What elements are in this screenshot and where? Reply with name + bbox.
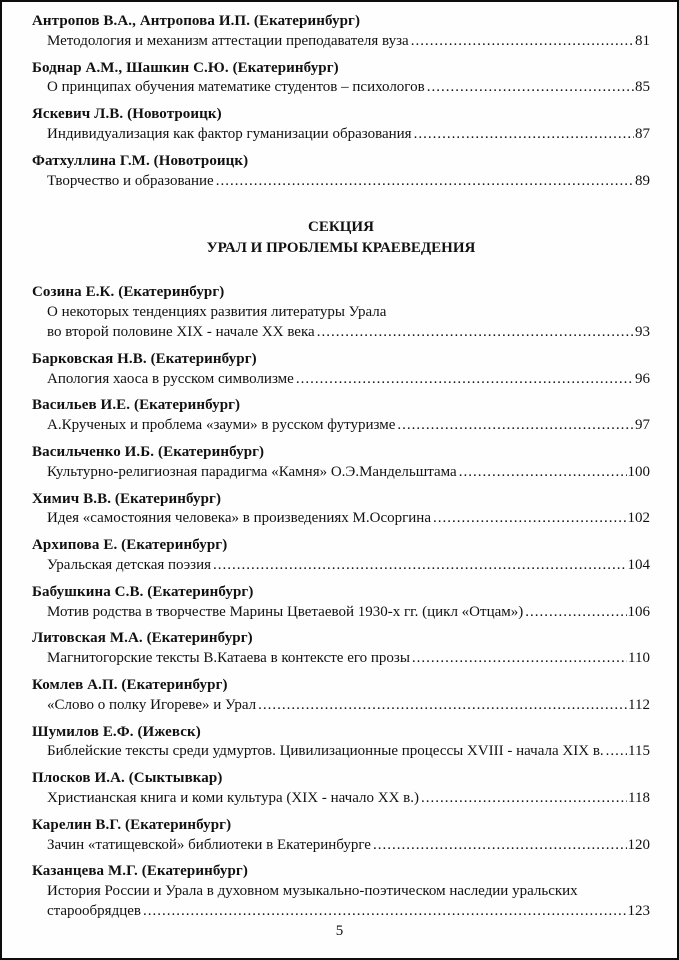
section-heading-line1: СЕКЦИЯ <box>308 219 374 236</box>
dotted-leader <box>397 416 634 436</box>
toc-entry-title-text: старообрядцев <box>47 902 141 919</box>
toc-entry-page-number: 106 <box>627 603 650 620</box>
toc-entry-title-text: Уральская детская поэзия <box>47 556 211 573</box>
toc-entry-title-line <box>47 836 650 856</box>
toc-entry-authors: Яскевич Л.В. (Новотроицк) <box>32 106 222 123</box>
toc-entry <box>32 769 650 809</box>
toc-entry-authors: Плосков И.А. (Сыктывкар) <box>32 770 223 787</box>
toc-entry-title-line <box>47 556 650 576</box>
section-heading-line2: УРАЛ И ПРОБЛЕМЫ КРАЕВЕДЕНИЯ <box>206 240 476 257</box>
toc-entry-body <box>32 32 650 52</box>
toc-entry-title-text: Методология и механизм аттестации преподавателя вуза <box>47 32 409 49</box>
toc-entry-authors: Антропов В.А., Антропова И.П. (Екатеринбург) <box>32 13 361 29</box>
toc-entry-title-line <box>47 696 650 716</box>
toc-entry <box>32 152 650 192</box>
toc-entry-authors: Барковская Н.В. (Екатеринбург) <box>32 350 257 367</box>
toc-entry-title-line <box>47 902 650 922</box>
dotted-leader <box>433 509 627 529</box>
toc-entry-title-line <box>47 172 650 192</box>
toc-entry-title-text: «Слово о полку Игореве» и Урал <box>47 696 257 713</box>
toc-entry-page-number: 97 <box>635 417 650 434</box>
toc-entry-title-line <box>47 323 650 343</box>
toc-entry-body <box>32 882 650 922</box>
dotted-leader <box>216 172 634 192</box>
toc-entry-authors: Карелин В.Г. (Екатеринбург) <box>32 816 232 833</box>
toc-entry-authors: Шумилов Е.Ф. (Ижевск) <box>32 723 201 740</box>
toc-entry-page-number: 87 <box>635 125 650 142</box>
toc-entry-title-line <box>47 32 650 52</box>
toc-entry-title-line <box>47 509 650 529</box>
toc-entry-body <box>32 649 650 669</box>
dotted-leader <box>606 742 627 762</box>
toc-entry-authors: Васильченко И.Б. (Екатеринбург) <box>32 443 265 460</box>
toc-entry-title-line <box>47 742 650 762</box>
toc-entry-title-text: Индивидуализация как фактор гуманизации образования <box>47 125 412 142</box>
toc-entry-page-number: 102 <box>627 510 650 527</box>
toc-entry-authors: Васильев И.Е. (Екатеринбург) <box>32 397 241 414</box>
toc-entry-page-number: 115 <box>628 743 650 760</box>
toc-entry-page-number: 112 <box>628 696 650 713</box>
dotted-leader <box>414 125 634 145</box>
toc-entry-body <box>32 463 650 483</box>
toc-entry-title-text: Библейские тексты среди удмуртов. Цивилизационные процессы XVIII - начала XIX в. <box>47 743 604 760</box>
toc-entry <box>32 283 650 342</box>
toc-entry-title-text: Мотив родства в творчестве Марины Цветаевой 1930-х гг. (цикл «Отцам») <box>47 603 524 620</box>
toc-entry-authors: Фатхуллина Г.М. (Новотроицк) <box>32 152 249 169</box>
toc-entry-title-text: Магнитогорские тексты В.Катаева в контексте его прозы <box>47 650 410 667</box>
toc-entry-authors: Бабушкина С.В. (Екатеринбург) <box>32 583 254 600</box>
dotted-leader <box>317 323 634 343</box>
toc-entry <box>32 723 650 763</box>
dotted-leader <box>143 902 627 922</box>
toc-entry-page-number: 85 <box>635 79 650 96</box>
toc-entry-body <box>32 556 650 576</box>
toc-entry-body <box>32 416 650 436</box>
toc-entry-title-line <box>47 125 650 145</box>
toc-entry <box>32 12 650 52</box>
toc-entry <box>32 59 650 99</box>
toc-entry-page-number: 110 <box>628 650 650 667</box>
toc-entry-title-line <box>47 416 650 436</box>
toc-entry-page-number: 104 <box>627 556 650 573</box>
toc-entry-title-line <box>47 882 650 902</box>
dotted-leader <box>258 696 627 716</box>
dotted-leader <box>411 32 634 52</box>
toc-entry-body <box>32 370 650 390</box>
page-number: 5 <box>335 923 344 939</box>
toc-entry-body <box>32 78 650 98</box>
toc-entry <box>32 396 650 436</box>
toc-entry-title-line <box>47 78 650 98</box>
toc-entry-title-text: Творчество и образование <box>47 172 214 189</box>
toc-entry <box>32 443 650 483</box>
toc-entry <box>32 816 650 856</box>
toc-entry-page-number: 100 <box>627 463 650 480</box>
dotted-leader <box>373 836 627 856</box>
toc-entry-body <box>32 303 650 343</box>
toc-entry <box>32 862 650 921</box>
toc-entry <box>32 629 650 669</box>
toc-entry <box>32 490 650 530</box>
toc-entry-body <box>32 696 650 716</box>
dotted-leader <box>459 463 627 483</box>
toc-entry-title-text: Культурно-религиозная парадигма «Камня» О.Э.Мандельштама <box>47 463 457 480</box>
toc-entry-body <box>32 603 650 623</box>
toc-entry-page-number: 123 <box>627 902 650 919</box>
toc-entry-body <box>32 509 650 529</box>
toc-entry-title-text: О некоторых тенденциях развития литературы Урала <box>47 304 387 321</box>
toc-entry-authors: Архипова Е. (Екатеринбург) <box>32 537 228 554</box>
dotted-leader <box>296 370 634 390</box>
toc-entry-title-text: во второй половине XIX - начале XX века <box>47 323 315 340</box>
toc-entry-body <box>32 172 650 192</box>
toc-entry-page-number: 118 <box>628 789 650 806</box>
toc-entry-authors: Созина Е.К. (Екатеринбург) <box>32 284 225 301</box>
toc-entries-top <box>32 12 650 191</box>
toc-entry-body <box>32 742 650 762</box>
toc-entry-title-text: А.Крученых и проблема «зауми» в русском футуризме <box>47 417 396 434</box>
toc-content <box>2 2 677 922</box>
toc-entry-title-text: История России и Урала в духовном музыкально-поэтическом наследии уральских <box>47 883 578 900</box>
toc-entry-page-number: 93 <box>635 323 650 340</box>
toc-entry-title-text: Зачин «татищевской» библиотеки в Екатеринбурге <box>47 836 371 853</box>
toc-entry <box>32 676 650 716</box>
toc-entry-title-line <box>47 370 650 390</box>
dotted-leader <box>427 78 634 98</box>
toc-entry-authors: Химич В.В. (Екатеринбург) <box>32 490 222 507</box>
toc-entry-title-line <box>47 603 650 623</box>
toc-entry <box>32 350 650 390</box>
toc-entry-authors: Литовская М.А. (Екатеринбург) <box>32 630 253 647</box>
dotted-leader <box>412 649 627 669</box>
toc-entry-page-number: 120 <box>627 836 650 853</box>
toc-entry-title-line <box>47 463 650 483</box>
toc-entry-page-number: 96 <box>635 370 650 387</box>
toc-entry-title-line <box>47 789 650 809</box>
toc-entry-body <box>32 836 650 856</box>
toc-entry-body <box>32 125 650 145</box>
toc-entry-title-text: Апология хаоса в русском символизме <box>47 370 294 387</box>
toc-entries-section <box>32 283 650 921</box>
dotted-leader <box>525 603 626 623</box>
toc-entry-body <box>32 789 650 809</box>
dotted-leader <box>421 789 627 809</box>
toc-entry-title-text: Христианская книга и коми культура (XIX - начало XX в.) <box>47 789 419 806</box>
section-heading <box>32 217 650 259</box>
toc-entry-authors: Казанцева М.Г. (Екатеринбург) <box>32 863 248 880</box>
toc-entry-authors: Комлев А.П. (Екатеринбург) <box>32 676 228 693</box>
toc-entry <box>32 536 650 576</box>
toc-entry-title-line <box>47 649 650 669</box>
toc-entry-page-number: 81 <box>635 32 650 49</box>
toc-entry-title-text: Идея «самостояния человека» в произведениях М.Осоргина <box>47 510 431 527</box>
toc-entry <box>32 105 650 145</box>
dotted-leader <box>213 556 627 576</box>
toc-entry <box>32 583 650 623</box>
toc-entry-authors: Боднар А.М., Шашкин С.Ю. (Екатеринбург) <box>32 59 339 76</box>
toc-entry-page-number: 89 <box>635 172 650 189</box>
toc-entry-title-text: О принципах обучения математике студентов – психологов <box>47 79 425 96</box>
toc-entry-title-line <box>47 303 650 323</box>
